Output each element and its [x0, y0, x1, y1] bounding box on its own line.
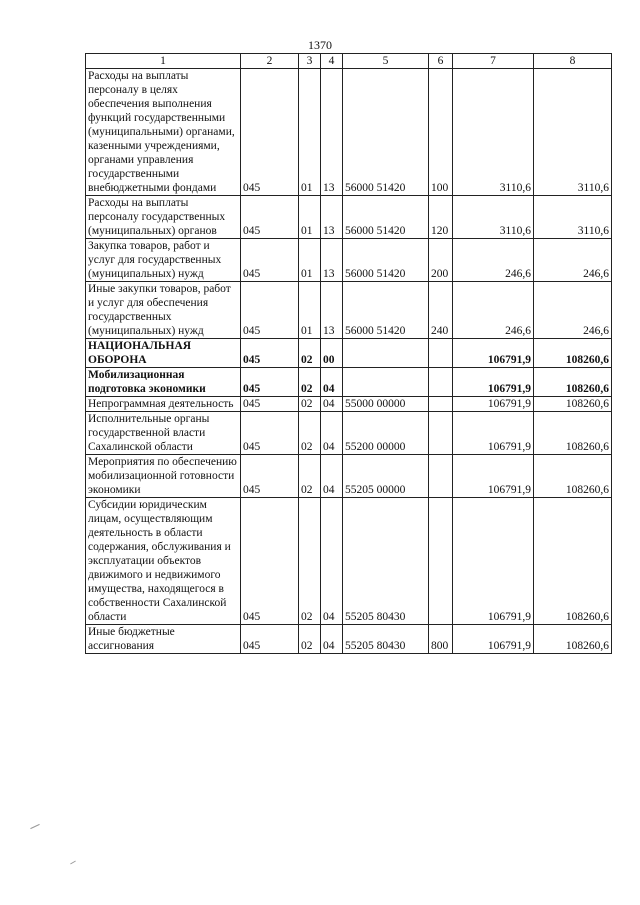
row-value-cell: 045 — [241, 69, 299, 196]
column-header: 2 — [241, 54, 299, 69]
row-value-cell: 800 — [429, 625, 453, 654]
table-header-row — [86, 54, 612, 69]
row-value-cell: 56000 51420 — [343, 69, 429, 196]
row-value-cell: 02 — [299, 498, 321, 625]
row-value-cell: 04 — [321, 625, 343, 654]
column-header: 5 — [343, 54, 429, 69]
row-value-cell: 55205 80430 — [343, 625, 429, 654]
row-value-cell: 02 — [299, 397, 321, 412]
row-value-cell: 01 — [299, 239, 321, 282]
row-value-cell — [429, 455, 453, 498]
row-value-cell: 045 — [241, 282, 299, 339]
row-value-cell: 108260,6 — [534, 412, 612, 455]
column-header: 4 — [321, 54, 343, 69]
row-value-cell: 240 — [429, 282, 453, 339]
row-value-cell: 108260,6 — [534, 625, 612, 654]
row-name-cell: Непрограммная деятельность — [86, 397, 241, 412]
row-value-cell: 01 — [299, 282, 321, 339]
row-value-cell: 3110,6 — [453, 69, 534, 196]
row-value-cell: 02 — [299, 412, 321, 455]
row-value-cell: 045 — [241, 239, 299, 282]
row-value-cell: 13 — [321, 196, 343, 239]
table-row — [86, 69, 612, 196]
column-header: 6 — [429, 54, 453, 69]
page-number: 1370 — [308, 38, 332, 52]
row-value-cell — [429, 412, 453, 455]
row-value-cell: 108260,6 — [534, 339, 612, 368]
table-row — [86, 397, 612, 412]
scan-artifact — [70, 861, 76, 865]
row-value-cell: 01 — [299, 196, 321, 239]
row-value-cell: 246,6 — [534, 239, 612, 282]
row-value-cell: 04 — [321, 498, 343, 625]
row-value-cell: 56000 51420 — [343, 196, 429, 239]
row-value-cell: 106791,9 — [453, 412, 534, 455]
row-name-cell: Мероприятия по обеспечению мобилизационной готовности экономики — [86, 455, 241, 498]
row-value-cell: 045 — [241, 339, 299, 368]
row-value-cell: 045 — [241, 498, 299, 625]
table-row — [86, 498, 612, 625]
table-row — [86, 455, 612, 498]
row-value-cell: 02 — [299, 339, 321, 368]
row-value-cell: 3110,6 — [534, 69, 612, 196]
scan-artifact — [30, 824, 39, 829]
column-header: 3 — [299, 54, 321, 69]
row-value-cell: 3110,6 — [453, 196, 534, 239]
row-name-cell: НАЦИОНАЛЬНАЯ ОБОРОНА — [86, 339, 241, 368]
row-value-cell: 246,6 — [534, 282, 612, 339]
row-value-cell: 045 — [241, 412, 299, 455]
row-value-cell: 108260,6 — [534, 498, 612, 625]
row-value-cell — [429, 368, 453, 397]
row-value-cell: 04 — [321, 455, 343, 498]
budget-table — [85, 53, 612, 654]
row-value-cell: 106791,9 — [453, 498, 534, 625]
column-header: 8 — [534, 54, 612, 69]
row-value-cell: 108260,6 — [534, 455, 612, 498]
row-value-cell: 106791,9 — [453, 397, 534, 412]
row-value-cell: 55205 00000 — [343, 455, 429, 498]
row-name-cell: Исполнительные органы государственной власти Сахалинской области — [86, 412, 241, 455]
row-name-cell: Иные бюджетные ассигнования — [86, 625, 241, 654]
table-row — [86, 282, 612, 339]
row-value-cell: 106791,9 — [453, 455, 534, 498]
row-value-cell: 55000 00000 — [343, 397, 429, 412]
column-header: 7 — [453, 54, 534, 69]
table-row — [86, 368, 612, 397]
table-row — [86, 196, 612, 239]
row-value-cell: 04 — [321, 397, 343, 412]
row-value-cell: 108260,6 — [534, 368, 612, 397]
row-value-cell — [429, 339, 453, 368]
row-name-cell: Субсидии юридическим лицам, осуществляющим деятельность в области содержания, обслуживания и эксплуатации объектов движимого и недвижимого имущества, находящегося в собственности Сахалинской области — [86, 498, 241, 625]
row-value-cell: 100 — [429, 69, 453, 196]
row-name-cell: Расходы на выплаты персоналу государственных (муниципальных) органов — [86, 196, 241, 239]
row-value-cell: 045 — [241, 625, 299, 654]
row-value-cell: 56000 51420 — [343, 239, 429, 282]
row-value-cell: 02 — [299, 625, 321, 654]
row-value-cell: 04 — [321, 412, 343, 455]
row-value-cell: 3110,6 — [534, 196, 612, 239]
row-value-cell: 200 — [429, 239, 453, 282]
row-value-cell: 13 — [321, 69, 343, 196]
row-value-cell: 106791,9 — [453, 368, 534, 397]
row-value-cell: 045 — [241, 368, 299, 397]
row-value-cell: 00 — [321, 339, 343, 368]
table-row — [86, 239, 612, 282]
row-name-cell: Иные закупки товаров, работ и услуг для обеспечения государственных (муниципальных) нужд — [86, 282, 241, 339]
row-value-cell: 045 — [241, 455, 299, 498]
row-value-cell — [429, 397, 453, 412]
row-value-cell: 120 — [429, 196, 453, 239]
row-value-cell: 106791,9 — [453, 625, 534, 654]
row-value-cell: 02 — [299, 368, 321, 397]
table-row — [86, 412, 612, 455]
row-name-cell: Расходы на выплаты персоналу в целях обеспечения выполнения функций государственными (муниципальными) органами, казенными учреждениями, органами управления государственными внебюджетными фондами — [86, 69, 241, 196]
row-value-cell: 106791,9 — [453, 339, 534, 368]
row-value-cell: 55205 80430 — [343, 498, 429, 625]
row-value-cell — [429, 498, 453, 625]
column-header: 1 — [86, 54, 241, 69]
row-value-cell: 045 — [241, 196, 299, 239]
row-value-cell — [343, 368, 429, 397]
row-value-cell — [343, 339, 429, 368]
row-value-cell: 045 — [241, 397, 299, 412]
row-value-cell: 108260,6 — [534, 397, 612, 412]
row-value-cell: 04 — [321, 368, 343, 397]
table-row — [86, 339, 612, 368]
row-value-cell: 13 — [321, 282, 343, 339]
row-value-cell: 02 — [299, 455, 321, 498]
row-value-cell: 246,6 — [453, 282, 534, 339]
table-row — [86, 625, 612, 654]
row-value-cell: 246,6 — [453, 239, 534, 282]
row-value-cell: 01 — [299, 69, 321, 196]
row-value-cell: 55200 00000 — [343, 412, 429, 455]
row-name-cell: Мобилизационная подготовка экономики — [86, 368, 241, 397]
row-name-cell: Закупка товаров, работ и услуг для государственных (муниципальных) нужд — [86, 239, 241, 282]
row-value-cell: 13 — [321, 239, 343, 282]
row-value-cell: 56000 51420 — [343, 282, 429, 339]
